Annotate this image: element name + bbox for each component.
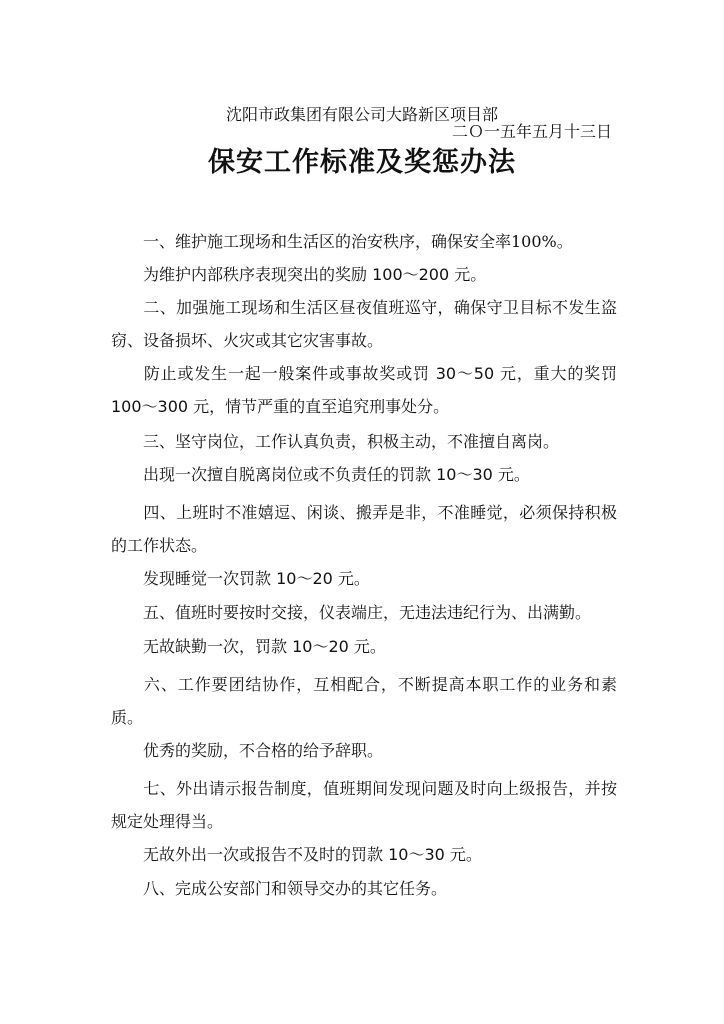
- clause-5-text: 五、值班时要按时交接，仪表端庄，无违法违纪行为、出满勤。: [143, 603, 592, 622]
- clause-3-text: 三、坚守岗位，工作认真负责，积极主动，不准擅自离岗。: [143, 432, 560, 451]
- clause-4: [111, 496, 617, 562]
- clause-3-penalty-text: 出现一次擅自脱离岗位或不负责任的罚款 10～30 元。: [143, 465, 530, 484]
- clause-5: [111, 596, 617, 629]
- clause-8-text: 八、完成公安部门和领导交办的其它任务。: [143, 879, 448, 898]
- clause-7-penalty: [111, 838, 617, 871]
- clause-6-text: 六、工作要团结协作，互相配合，不断提高本职工作的业务和素质。: [111, 675, 617, 727]
- clause-1-text: 一、维护施工现场和生活区的治安秩序，确保安全率100%。: [143, 232, 573, 251]
- document-date: 二Ｏ一五年五月十三日: [451, 122, 612, 141]
- clause-2-reward: [111, 357, 617, 423]
- clause-2-reward-text: 防止或发生一起一般案件或事故奖或罚 30～50 元，重大的奖罚 100～300 元，情节严重的直至追究刑事处分。: [111, 364, 617, 416]
- clause-1-reward-text: 为维护内部秩序表现突出的奖励 100～200 元。: [143, 265, 487, 284]
- clause-6-reward-text: 优秀的奖励，不合格的给予辞职。: [143, 741, 384, 760]
- clause-6: [111, 668, 617, 734]
- clause-8: [111, 872, 617, 905]
- clause-7: [111, 772, 617, 838]
- clause-7-penalty-text: 无故外出一次或报告不及时的罚款 10～30 元。: [143, 845, 482, 864]
- clause-1: [111, 225, 617, 258]
- clause-1-reward: [111, 258, 617, 291]
- clause-5-penalty: [111, 630, 617, 663]
- clause-4-penalty-text: 发现睡觉一次罚款 10～20 元。: [143, 569, 370, 588]
- clause-2: [111, 291, 617, 357]
- clause-3-penalty: [111, 458, 617, 491]
- clause-2-text: 二、加强施工现场和生活区昼夜值班巡守，确保守卫目标不发生盗窃、设备损坏、火灾或其它灾害事故。: [111, 298, 617, 350]
- clause-4-text: 四、上班时不准嬉逗、闲谈、搬弄是非，不准睡觉，必须保持积极的工作状态。: [111, 503, 617, 555]
- document-title: 保安工作标准及奖惩办法: [208, 147, 516, 178]
- organization-name: 沈阳市政集团有限公司大路新区项目部: [225, 105, 498, 124]
- clause-4-penalty: [111, 562, 617, 595]
- clause-3: [111, 425, 617, 458]
- clause-7-text: 七、外出请示报告制度，值班期间发现问题及时向上级报告，并按规定处理得当。: [111, 779, 617, 831]
- clause-6-reward: [111, 734, 617, 767]
- clause-5-penalty-text: 无故缺勤一次，罚款 10～20 元。: [143, 637, 386, 656]
